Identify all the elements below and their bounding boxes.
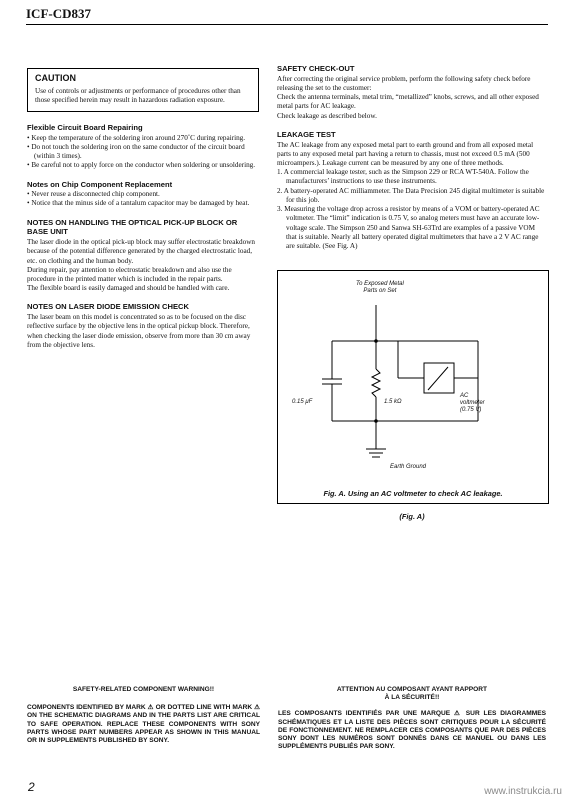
flex-item: • Be careful not to apply force on the conductor when soldering or unsoldering. — [27, 161, 256, 170]
flex-item: • Do not touch the soldering iron on the same conductor of the circuit board (within 3 times). — [27, 142, 245, 161]
page-number: 2 — [28, 780, 35, 794]
right-column — [277, 64, 547, 251]
leakage-item: 2. A battery-operated AC milliammeter. The Data Precision 245 digital multimeter is suitable for this job. — [277, 186, 545, 204]
figure-label-below — [277, 512, 547, 521]
safety-p2: Check the antenna terminals, metal trim, “metallized” knobs, screws, and all other exposed metal parts for AC leakage. — [277, 93, 539, 111]
header-rule — [26, 24, 548, 25]
ground-label: Earth Ground — [390, 464, 427, 470]
label-exposed-metal-1: To Exposed Metal — [356, 281, 404, 287]
voltmeter-label-2: voltmeter — [460, 400, 485, 407]
laser-text: The laser beam on this model is concentrated so as to be focused on the disc reflective surface by the objective lens in the optical pickup block. Therefore, when checking the laser diode emission, observe from more than 30 cm away from the objective lens. — [27, 313, 251, 349]
warning-fr-title-1: ATTENTION AU COMPOSANT AYANT RAPPORT — [336, 686, 488, 693]
figure-box — [277, 270, 549, 504]
warning-fr-text: LES COMPOSANTS IDENTIFIÉS PAR UNE MARQUE ⚠ SUR LES DIAGRAMMES SCHÉMATIQUES ET LA LISTE DES PIÈCES SONT CRITIQUES POUR LA SÉCURITÉ DE FONCTIONNEMENT. NE REMPLACER CES COMPOSANTS QUE PAR DES PIÈCES SONY DONT LES NUMÉROS SONT DONNÉS DANS CE MANUEL OU DANS LES SUPPLÉMENTS PUBLIÉS PAR SONY. — [278, 710, 546, 751]
leakage-intro: The AC leakage from any exposed metal part to earth ground and from all exposed metal parts to any exposed metal part having a return to chassis, must not exceed 0.5 mA (500 microampers.). Leakage current can be measured by any one of three methods. — [277, 140, 534, 167]
safety-section — [277, 64, 547, 121]
leakage-section — [277, 130, 547, 251]
voltmeter-label-3: (0.75 V) — [460, 407, 482, 414]
figure-caption: Fig. A. Using an AC voltmeter to check AC leakage. — [323, 489, 503, 498]
resistor-label: 1.5 kΩ — [384, 399, 402, 405]
optical-p3: The flexible board is easily damaged and should be handled with care. — [27, 284, 230, 293]
chip-title: Notes on Chip Component Replacement — [27, 179, 173, 189]
caution-text: Use of controls or adjustments or performance of procedures other than those specified herein may result in hazardous radiation exposure. — [35, 86, 241, 104]
safety-p3: Check leakage as described below. — [277, 111, 377, 120]
warning-en-text: COMPONENTS IDENTIFIED BY MARK ⚠ OR DOTTED LINE WITH MARK ⚠ ON THE SCHEMATIC DIAGRAMS AND IN THE PARTS LIST ARE CRITICAL TO SAFE OPERATION. REPLACE THESE COMPONENTS WITH SONY PARTS WHOSE PART NUMBERS APPEAR AS SHOWN IN THIS MANUAL OR IN SUPPLEMENTS PUBLISHED BY SONY. — [27, 704, 260, 745]
optical-p1: The laser diode in the optical pick-up block may suffer electrostatic breakdown because of the potential difference generated by the charged electrostatic load, etc. on clothing and the human body. — [27, 238, 255, 265]
caution-box — [27, 68, 259, 112]
leakage-item: 3. Measuring the voltage drop across a resistor by means of a VOM or battery-operated AC voltmeter. The “limit” indication is 0.75 V, so analog meters must have an accurate low-voltage scale. The Simpson 250 and Sanwa SH-63Trd are examples of a passive VOM that is suitable. Nearly all battery operated digital multimeters that have a 2 V AC range are suitable. (See Fig. A) — [277, 205, 540, 250]
flex-item: • Keep the temperature of the soldering iron around 270˚C during repairing. — [27, 133, 246, 142]
warning-french — [278, 686, 546, 752]
chip-section — [27, 180, 259, 209]
chip-item: • Notice that the minus side of a tantalum capacitor may be damaged by heat. — [27, 199, 250, 208]
optical-title: NOTES ON HANDLING THE OPTICAL PICK-UP BLOCK OR BASE UNIT — [27, 217, 238, 237]
watermark: www.instrukcia.ru — [484, 786, 562, 797]
figure-ref: (Fig. A) — [399, 512, 425, 521]
warning-fr-title — [278, 686, 546, 702]
warning-english — [27, 686, 260, 745]
laser-title: NOTES ON LASER DIODE EMISSION CHECK — [27, 302, 190, 312]
safety-title: SAFETY CHECK-OUT — [277, 64, 355, 73]
flex-title: Flexible Circuit Board Repairing — [27, 122, 143, 132]
warning-fr-title-2: À LA SÉCURITÉ!! — [384, 694, 440, 702]
voltmeter-label — [460, 393, 485, 415]
caution-title: CAUTION — [35, 73, 76, 83]
leakage-title: LEAKAGE TEST — [277, 129, 336, 139]
leakage-item: 1. A commercial leakage tester, such as the Simpson 229 or RCA WT-540A. Follow the manufacturers’ instructions to use these instruments. — [277, 168, 529, 186]
optical-p2: During repair, pay attention to electrostatic breakdown and also use the procedure in the printed matter which is included in the repair parts. — [27, 265, 232, 284]
left-column — [27, 68, 259, 359]
optical-section — [27, 218, 259, 294]
chip-item: • Never reuse a disconnected chip component. — [27, 190, 160, 199]
warning-en-title: SAFETY-RELATED COMPONENT WARNING!! — [72, 686, 215, 693]
safety-p1: After correcting the original service problem, perform the following safety check before releasing the set to the customer: — [277, 74, 531, 92]
flex-section — [27, 123, 259, 171]
label-exposed-metal-2: Parts on Set — [363, 288, 397, 295]
model-header: ICF-CD837 — [26, 6, 91, 21]
capacitor-label: 0.15 μF — [292, 399, 313, 405]
label-exposed-metal — [356, 281, 404, 295]
voltmeter-label-1: AC — [460, 393, 469, 399]
laser-section — [27, 302, 259, 350]
